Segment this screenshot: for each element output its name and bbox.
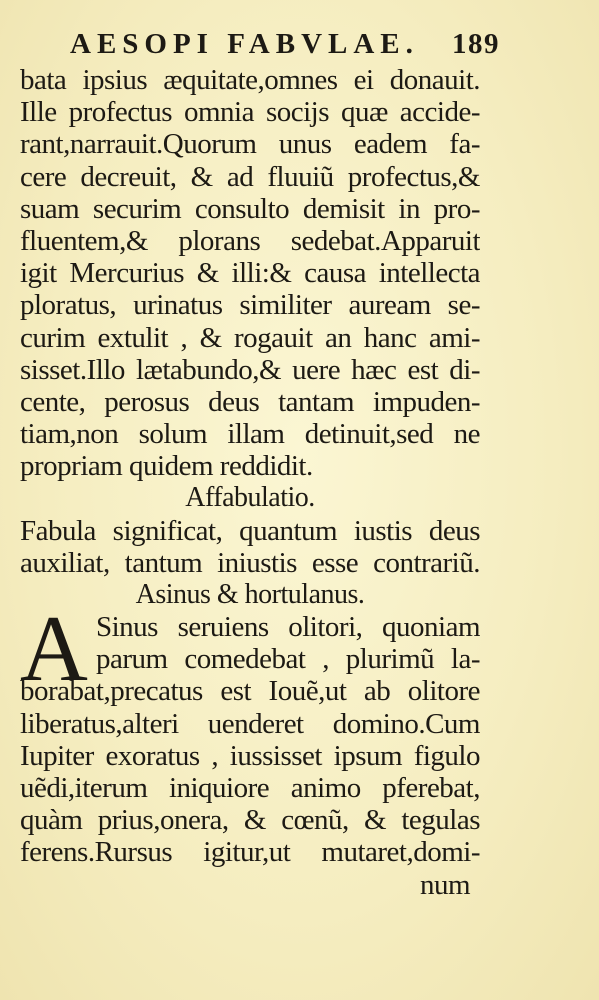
text-line: fluentem,& plorans sedebat.Apparuit: [20, 224, 480, 257]
text-line: Iupiter exoratus , iussisset ipsum figulo: [20, 739, 480, 772]
text-line: uẽdi,iterum iniquiore animo pferebat,: [20, 771, 480, 804]
text-line: cere decreuit, & ad fluuiũ profectus,&: [20, 160, 480, 193]
catchword: num: [419, 868, 470, 901]
text-line: curim extulit , & rogauit an hanc ami-: [20, 321, 480, 354]
text-line: quàm prius,onera, & cœnũ, & tegulas: [20, 804, 480, 837]
fable-one-text: [20, 64, 480, 611]
text-line: borabat,precatus est Iouẽ,ut ab olitore: [20, 675, 480, 708]
page-number: 189: [452, 28, 500, 60]
dropcap-letter: A: [20, 597, 88, 701]
fable-two-text: [20, 597, 480, 901]
text-line: ferens.Rursus igitur,ut mutaret,domi-: [20, 836, 480, 869]
text-line: suam securim consulto demisit in pro-: [20, 192, 480, 225]
text-line: ploratus, urinatus similiter auream se-: [20, 289, 480, 322]
fable-title: Asinus & hortulanus.: [135, 579, 365, 610]
moral-line: Fabula significat, quantum iustis deus: [20, 514, 480, 547]
text-line: sisset.Illo lætabundo,& uere hæc est di-: [20, 353, 480, 386]
text-line: liberatus,alteri uenderet domino.Cum: [20, 707, 480, 740]
text-line: Ille profectus omnia socijs quæ accide-: [20, 96, 480, 129]
moral-line: auxiliat, tantum iniustis esse contrariũ.: [20, 546, 480, 579]
text-line: rant,narrauit.Quorum unus eadem fa-: [20, 128, 480, 161]
text-line: Sinus seruiens olitori, quoniam: [96, 611, 480, 643]
page-header: [70, 28, 500, 61]
text-line: bata ipsius æquitate,omnes ei donauit.: [20, 64, 480, 96]
text-line: parum comedebat , plurimũ la-: [96, 643, 480, 676]
running-title: AESOPI FABVLAE.: [70, 28, 419, 60]
text-line: tiam,non solum illam detinuit,sed ne: [20, 418, 480, 451]
text-line: propriam quidem reddidit.: [20, 450, 313, 483]
text-line: igit Mercurius & illi:& causa intellecta: [20, 257, 480, 290]
text-line: cente, perosus deus tantam impuden-: [20, 385, 480, 418]
moral-heading: Affabulatio.: [185, 482, 315, 514]
